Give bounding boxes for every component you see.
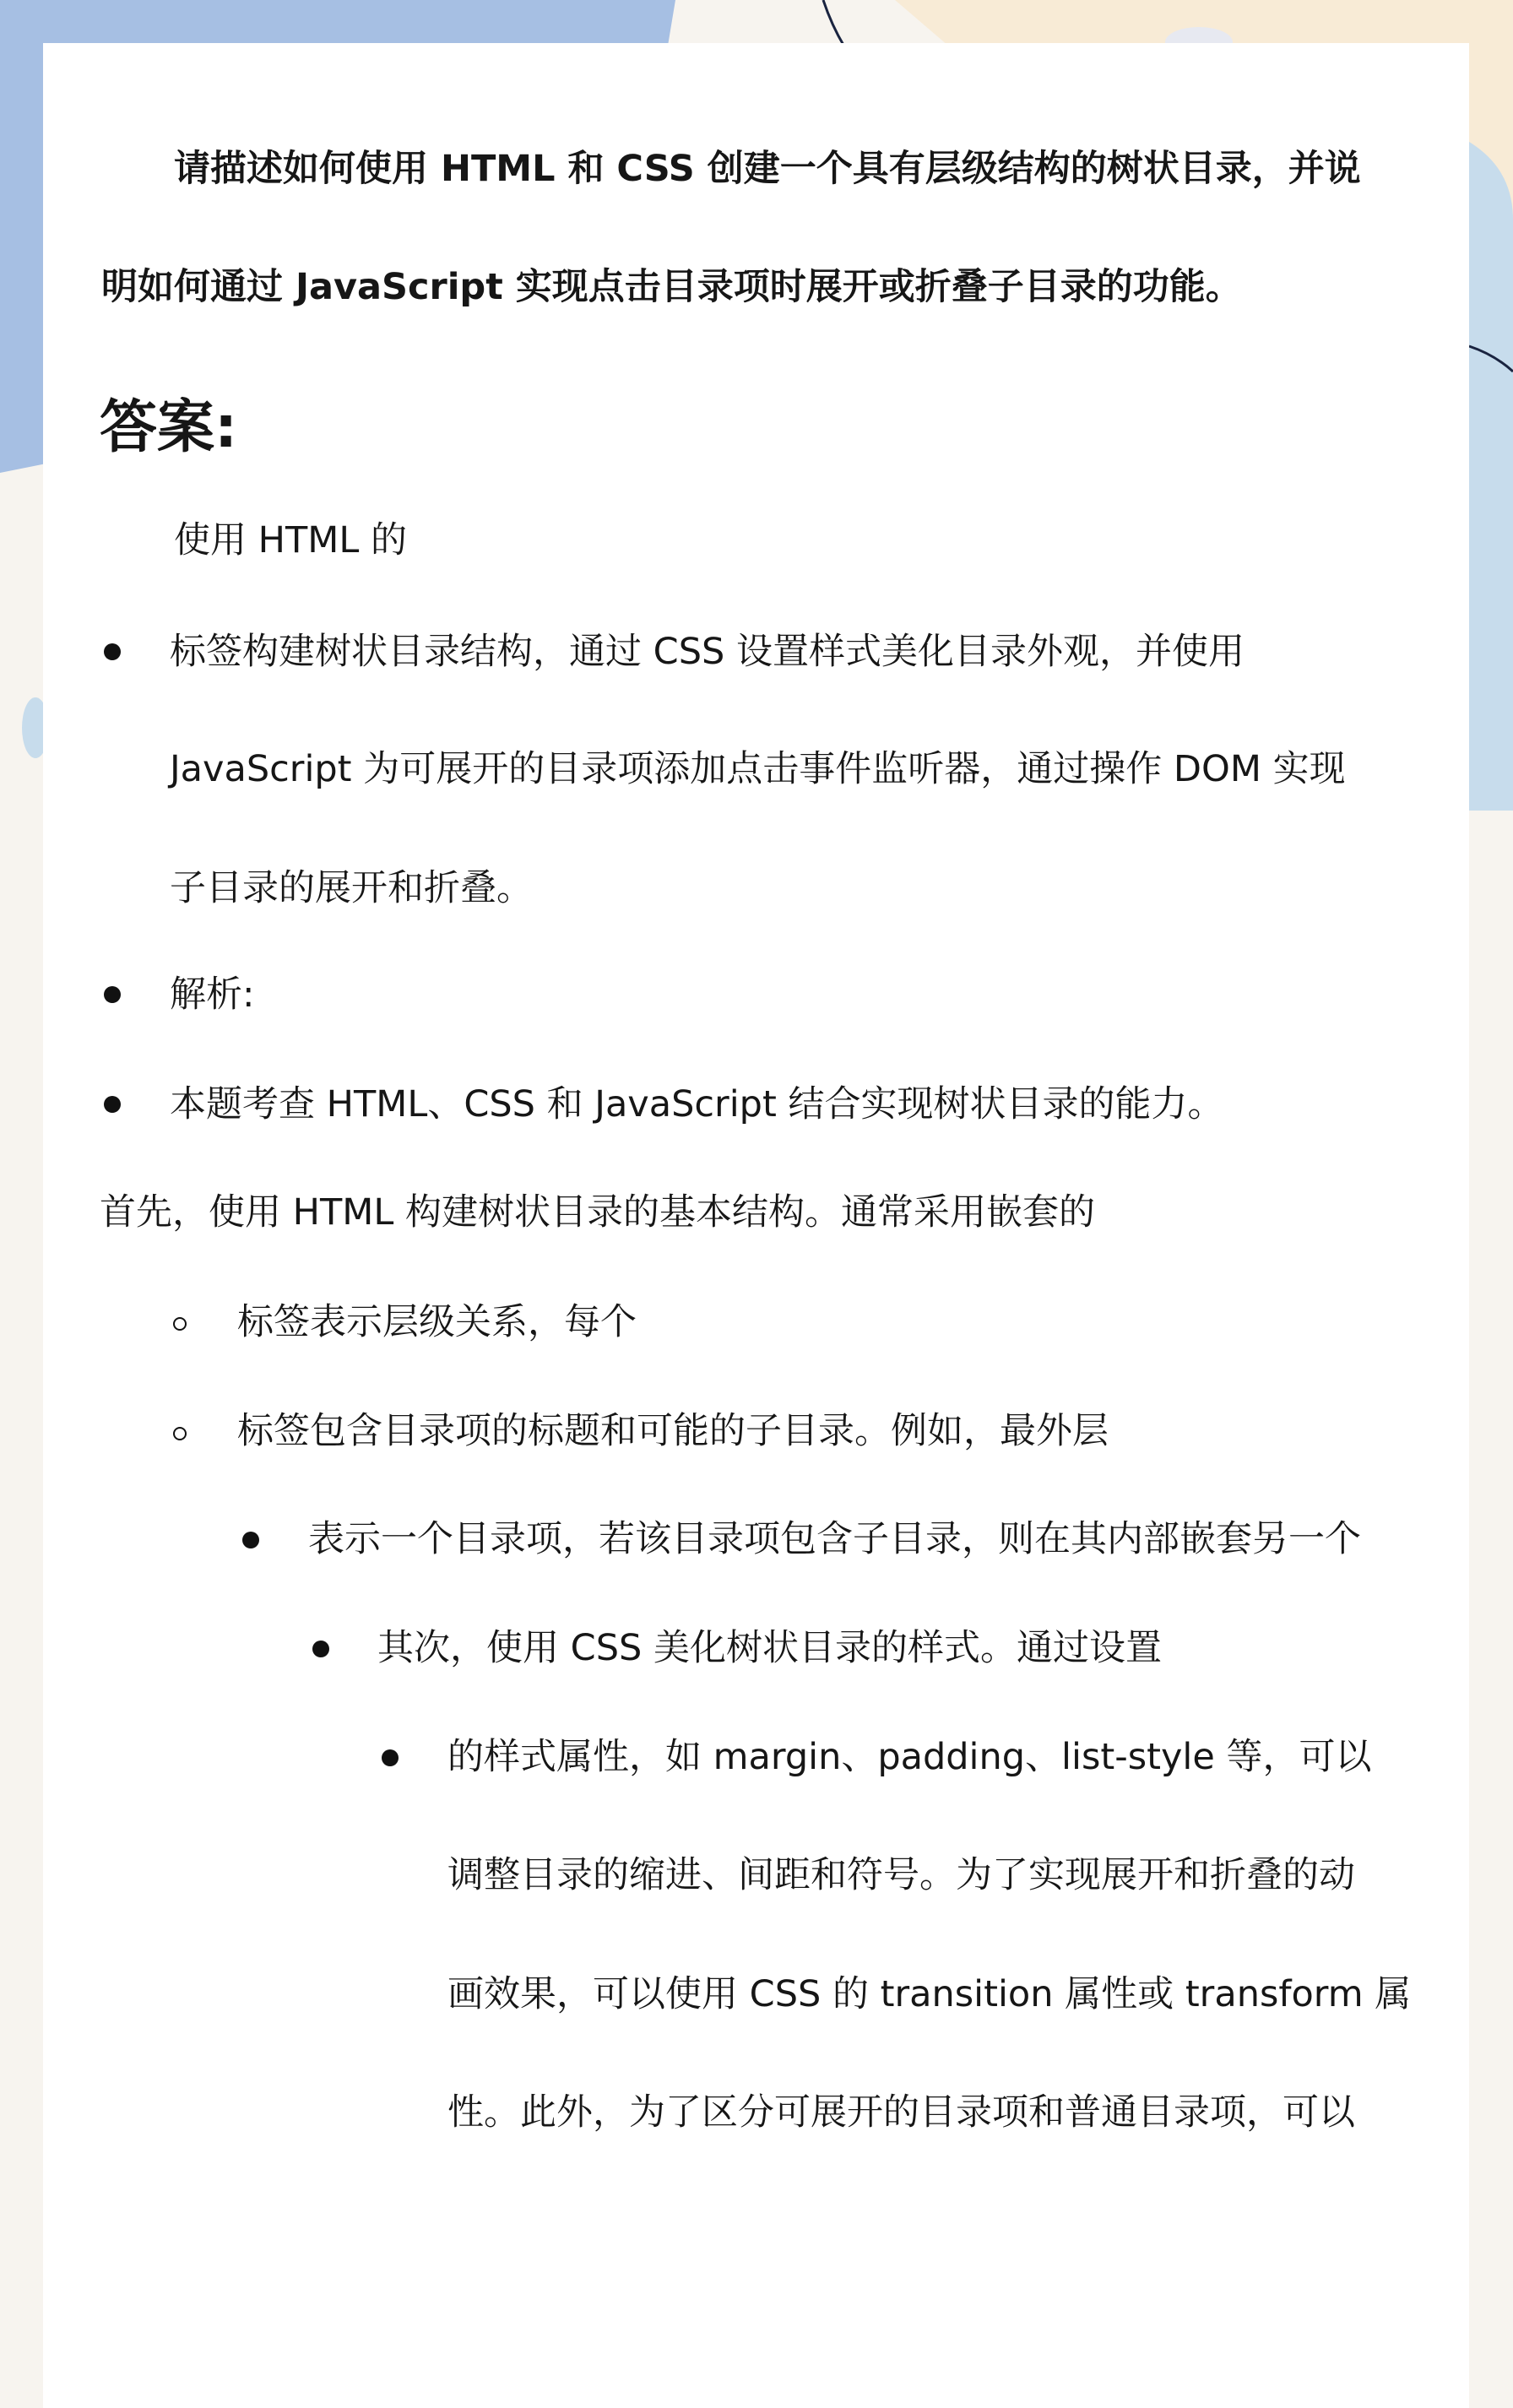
level-5-line-4: 性。此外，为了区分可展开的目录项和普通目录项，可以 (447, 2091, 1355, 2134)
bullet-marker (104, 1096, 121, 1113)
level-4-text: 其次，使用 CSS 美化树状目录的样式。通过设置 (377, 1627, 1162, 1669)
bullet-marker (242, 1532, 259, 1548)
answer-intro: 使用 HTML 的 (174, 519, 407, 561)
circle-item-2-text: 标签包含目录项的标题和可能的子目录。例如，最外层 (237, 1410, 1109, 1452)
circle-bullet-marker (173, 1317, 187, 1331)
level-5-line-2: 调整目录的缩进、间距和符号。为了实现展开和折叠的动 (447, 1854, 1355, 1896)
circle-item-1-text: 标签表示层级关系，每个 (237, 1301, 637, 1343)
question-line-1: 请描述如何使用 HTML 和 CSS 创建一个具有层级结构的树状目录，并说 (174, 148, 1361, 190)
bullet-marker (104, 986, 121, 1003)
bullet-3-text: 本题考查 HTML、CSS 和 JavaScript 结合实现树状目录的能力。 (170, 1083, 1224, 1125)
bullet-marker (104, 643, 121, 660)
level-3-text: 表示一个目录项，若该目录项包含子目录，则在其内部嵌套另一个 (308, 1518, 1361, 1560)
answer-heading: 答案: (100, 394, 238, 461)
circle-bullet-marker (173, 1427, 187, 1440)
bullet-marker (382, 1749, 399, 1766)
bullet-marker (312, 1641, 329, 1657)
level-5-line-3: 画效果，可以使用 CSS 的 transition 属性或 transform 属 (447, 1973, 1412, 2015)
question-line-2: 明如何通过 JavaScript 实现点击目录项时展开或折叠子目录的功能。 (101, 266, 1242, 308)
bullet-1-line-1: 标签构建树状目录结构，通过 CSS 设置样式美化目录外观，并使用 (170, 631, 1245, 673)
level-5-line-1: 的样式属性，如 margin、padding、list-style 等，可以 (447, 1736, 1372, 1778)
bullet-2-text: 解析: (170, 974, 255, 1016)
bullet-1-line-2: JavaScript 为可展开的目录项添加点击事件监听器，通过操作 DOM 实现 (170, 748, 1346, 790)
bullet-1-line-3: 子目录的展开和折叠。 (170, 867, 533, 909)
paragraph-text: 首先，使用 HTML 构建树状目录的基本结构。通常采用嵌套的 (100, 1191, 1095, 1234)
